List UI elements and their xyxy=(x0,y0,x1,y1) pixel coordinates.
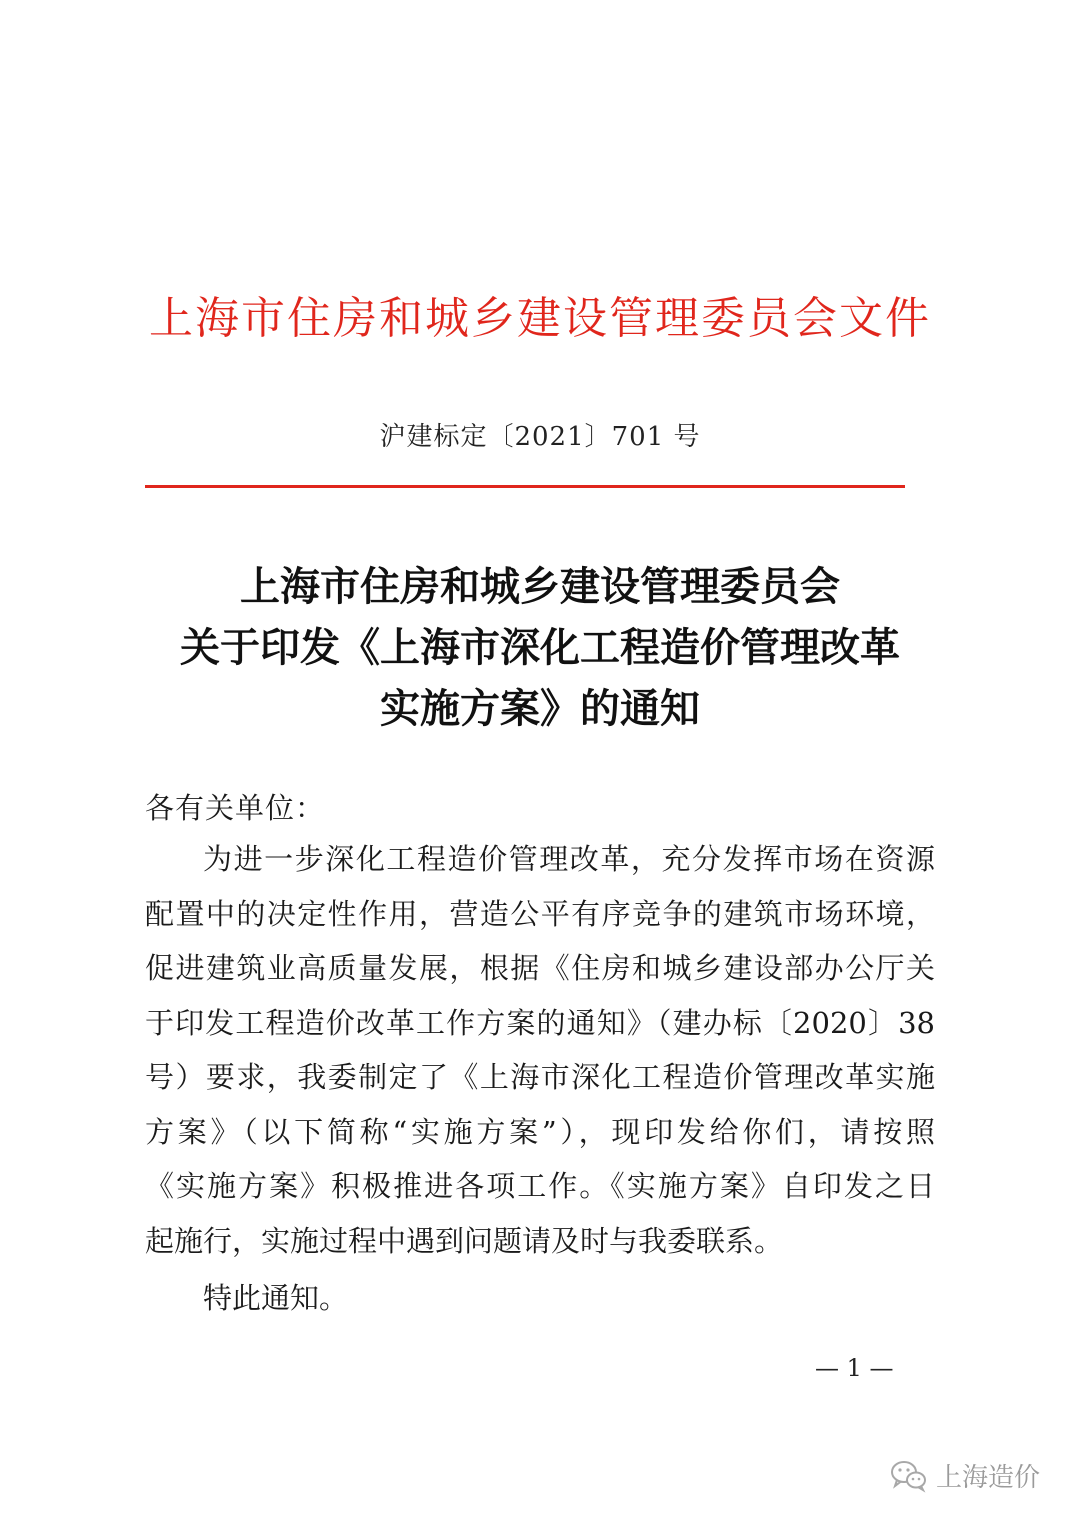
document-number: 沪建标定〔2021〕701 号 xyxy=(379,422,701,452)
org-header-title: 上海市住房和城乡建设管理委员会文件 xyxy=(149,293,931,344)
paragraph-line: 起施行，实施过程中遇到问题请及时与我委联系。 xyxy=(145,1223,784,1258)
notice-title-line: 实施方案》的通知 xyxy=(380,685,700,732)
page-number: — 1 — xyxy=(815,1354,894,1382)
paragraph-line: 方案》（以下简称“实施方案”），现印发给你们，请按照 xyxy=(145,1114,935,1149)
paragraph-line: 促进建筑业高质量发展，根据《住房和城乡建设部办公厅关 xyxy=(145,951,935,985)
paragraph-line: 为进一步深化工程造价管理改革，充分发挥市场在资源 xyxy=(203,842,935,876)
body-paragraph xyxy=(145,832,935,1268)
paragraph-line: 于印发工程造价改革工作方案的通知》（建办标〔2020〕38 xyxy=(145,1005,935,1040)
account-watermark xyxy=(890,1457,1040,1494)
closing-line: 特此通知。 xyxy=(203,1281,349,1315)
notice-title-line: 关于印发《上海市深化工程造价管理改革 xyxy=(180,624,900,671)
watermark-text: 上海造价 xyxy=(936,1463,1041,1493)
salutation: 各有关单位： xyxy=(145,791,326,825)
red-divider-rule xyxy=(145,485,905,488)
paragraph-line: 配置中的决定性作用，营造公平有序竞争的建筑市场环境， xyxy=(145,896,935,931)
notice-title-line: 上海市住房和城乡建设管理委员会 xyxy=(240,563,840,610)
notice-title xyxy=(0,556,1080,739)
paragraph-line: 号）要求，我委制定了《上海市深化工程造价管理改革实施 xyxy=(145,1060,935,1094)
paragraph-line: 《实施方案》积极推进各项工作。《实施方案》自印发之日 xyxy=(145,1169,935,1203)
wechat-icon xyxy=(890,1459,928,1493)
